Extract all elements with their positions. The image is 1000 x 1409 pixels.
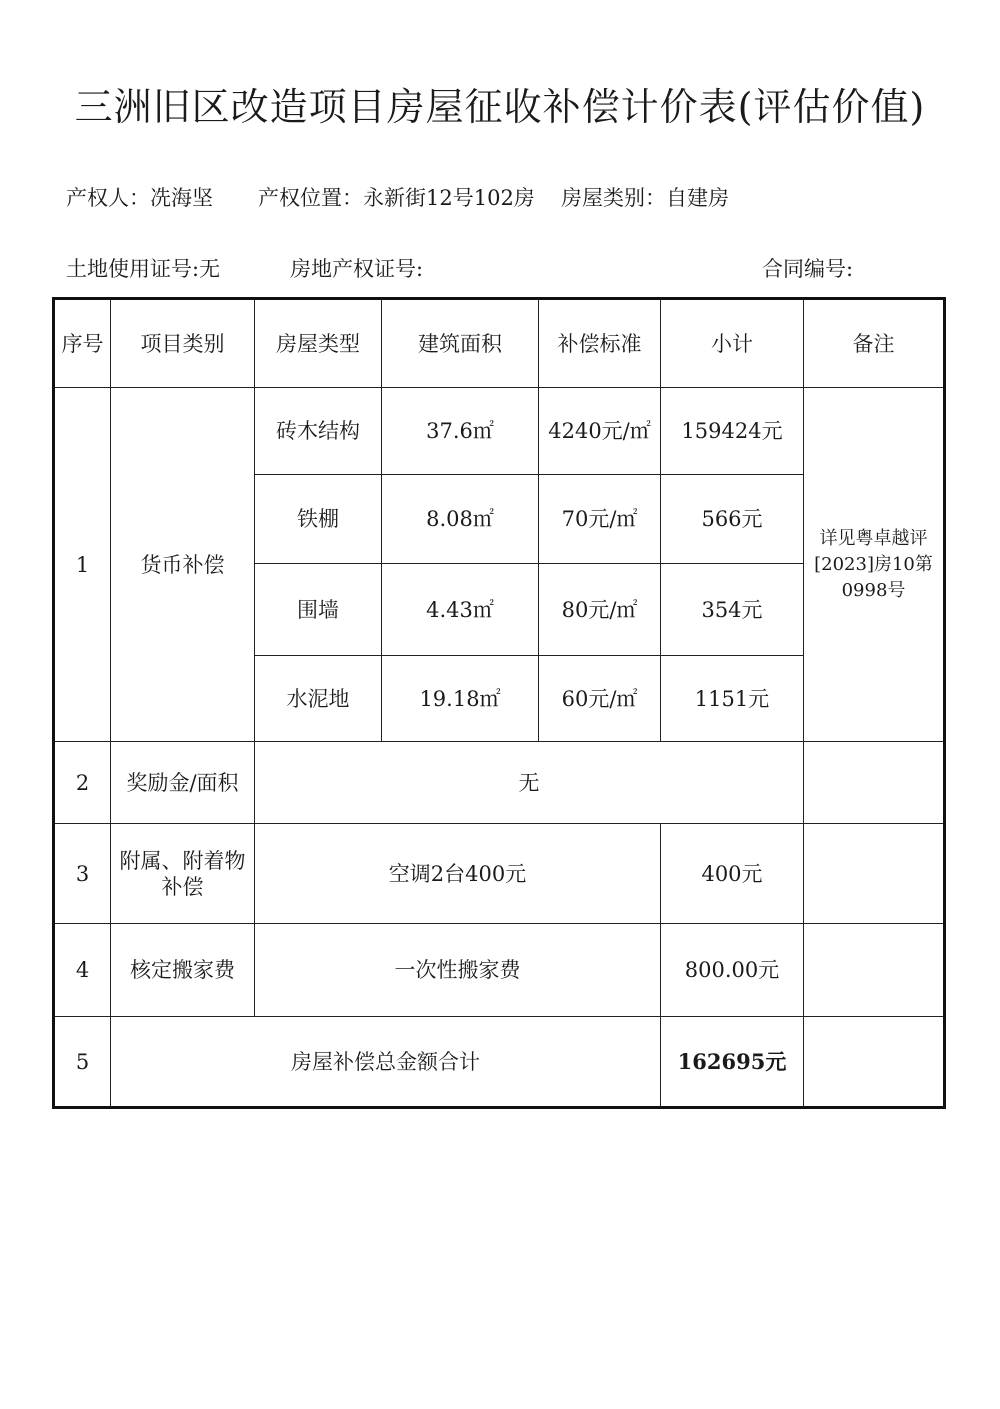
header-cell: 小计 — [661, 299, 804, 388]
header-cell: 房屋类型 — [255, 299, 382, 388]
row-number: 2 — [54, 742, 111, 824]
page-title: 三洲旧区改造项目房屋征收补偿计价表(评估价值) — [74, 85, 926, 129]
house-type-cell: 围墙 — [255, 564, 382, 656]
area-cell: 8.08㎡ — [382, 475, 539, 564]
header-cell: 项目类别 — [111, 299, 255, 388]
bonus-content-cell: 无 — [255, 742, 804, 824]
header-cell: 备注 — [804, 299, 945, 388]
total-amount-cell: 162695元 — [661, 1017, 804, 1108]
subtotal-cell: 159424元 — [661, 388, 804, 475]
house-type-label: 房屋类别：自建房 — [561, 186, 729, 210]
property-location-label: 产权位置：永新街12号102房 — [258, 186, 535, 210]
table-row — [54, 742, 945, 824]
area-cell: 37.6㎡ — [382, 388, 539, 475]
row-number: 1 — [54, 388, 111, 742]
table-row — [54, 1017, 945, 1108]
subtotal-cell: 566元 — [661, 475, 804, 564]
subtotal-cell: 1151元 — [661, 656, 804, 742]
row-number: 3 — [54, 824, 111, 924]
area-cell: 19.18㎡ — [382, 656, 539, 742]
category-cell: 附属、附着物补偿 — [111, 824, 255, 924]
header-cell: 建筑面积 — [382, 299, 539, 388]
subtotal-cell: 354元 — [661, 564, 804, 656]
row-number: 4 — [54, 924, 111, 1017]
category-cell: 核定搬家费 — [111, 924, 255, 1017]
property-certificate-label: 房地产权证号: — [290, 257, 424, 281]
note-cell — [804, 924, 945, 1017]
subtotal-cell: 400元 — [661, 824, 804, 924]
category-cell: 奖励金/面积 — [111, 742, 255, 824]
rate-cell: 60元/㎡ — [539, 656, 661, 742]
land-certificate-label: 土地使用证号:无 — [66, 257, 221, 281]
header-cell: 补偿标准 — [539, 299, 661, 388]
category-cell: 货币补偿 — [111, 388, 255, 742]
rate-cell: 4240元/㎡ — [539, 388, 661, 475]
rate-cell: 70元/㎡ — [539, 475, 661, 564]
total-label-cell: 房屋补偿总金额合计 — [111, 1017, 661, 1108]
rate-cell: 80元/㎡ — [539, 564, 661, 656]
house-type-cell: 砖木结构 — [255, 388, 382, 475]
house-type-cell: 水泥地 — [255, 656, 382, 742]
row-number: 5 — [54, 1017, 111, 1108]
note-cell: 详见粤卓越评[2023]房10第0998号 — [804, 388, 945, 742]
note-cell — [804, 1017, 945, 1108]
note-cell — [804, 742, 945, 824]
attachment-content-cell: 空调2台400元 — [255, 824, 661, 924]
owner-label: 产权人：冼海坚 — [66, 186, 213, 210]
compensation-table — [52, 297, 946, 1109]
note-cell — [804, 824, 945, 924]
house-type-cell: 铁棚 — [255, 475, 382, 564]
area-cell: 4.43㎡ — [382, 564, 539, 656]
moving-content-cell: 一次性搬家费 — [255, 924, 661, 1017]
table-row — [54, 388, 945, 475]
subtotal-cell: 800.00元 — [661, 924, 804, 1017]
table-row — [54, 924, 945, 1017]
table-row — [54, 824, 945, 924]
header-cell: 序号 — [54, 299, 111, 388]
contract-number-label: 合同编号: — [762, 257, 854, 281]
table-header-row — [54, 299, 945, 388]
